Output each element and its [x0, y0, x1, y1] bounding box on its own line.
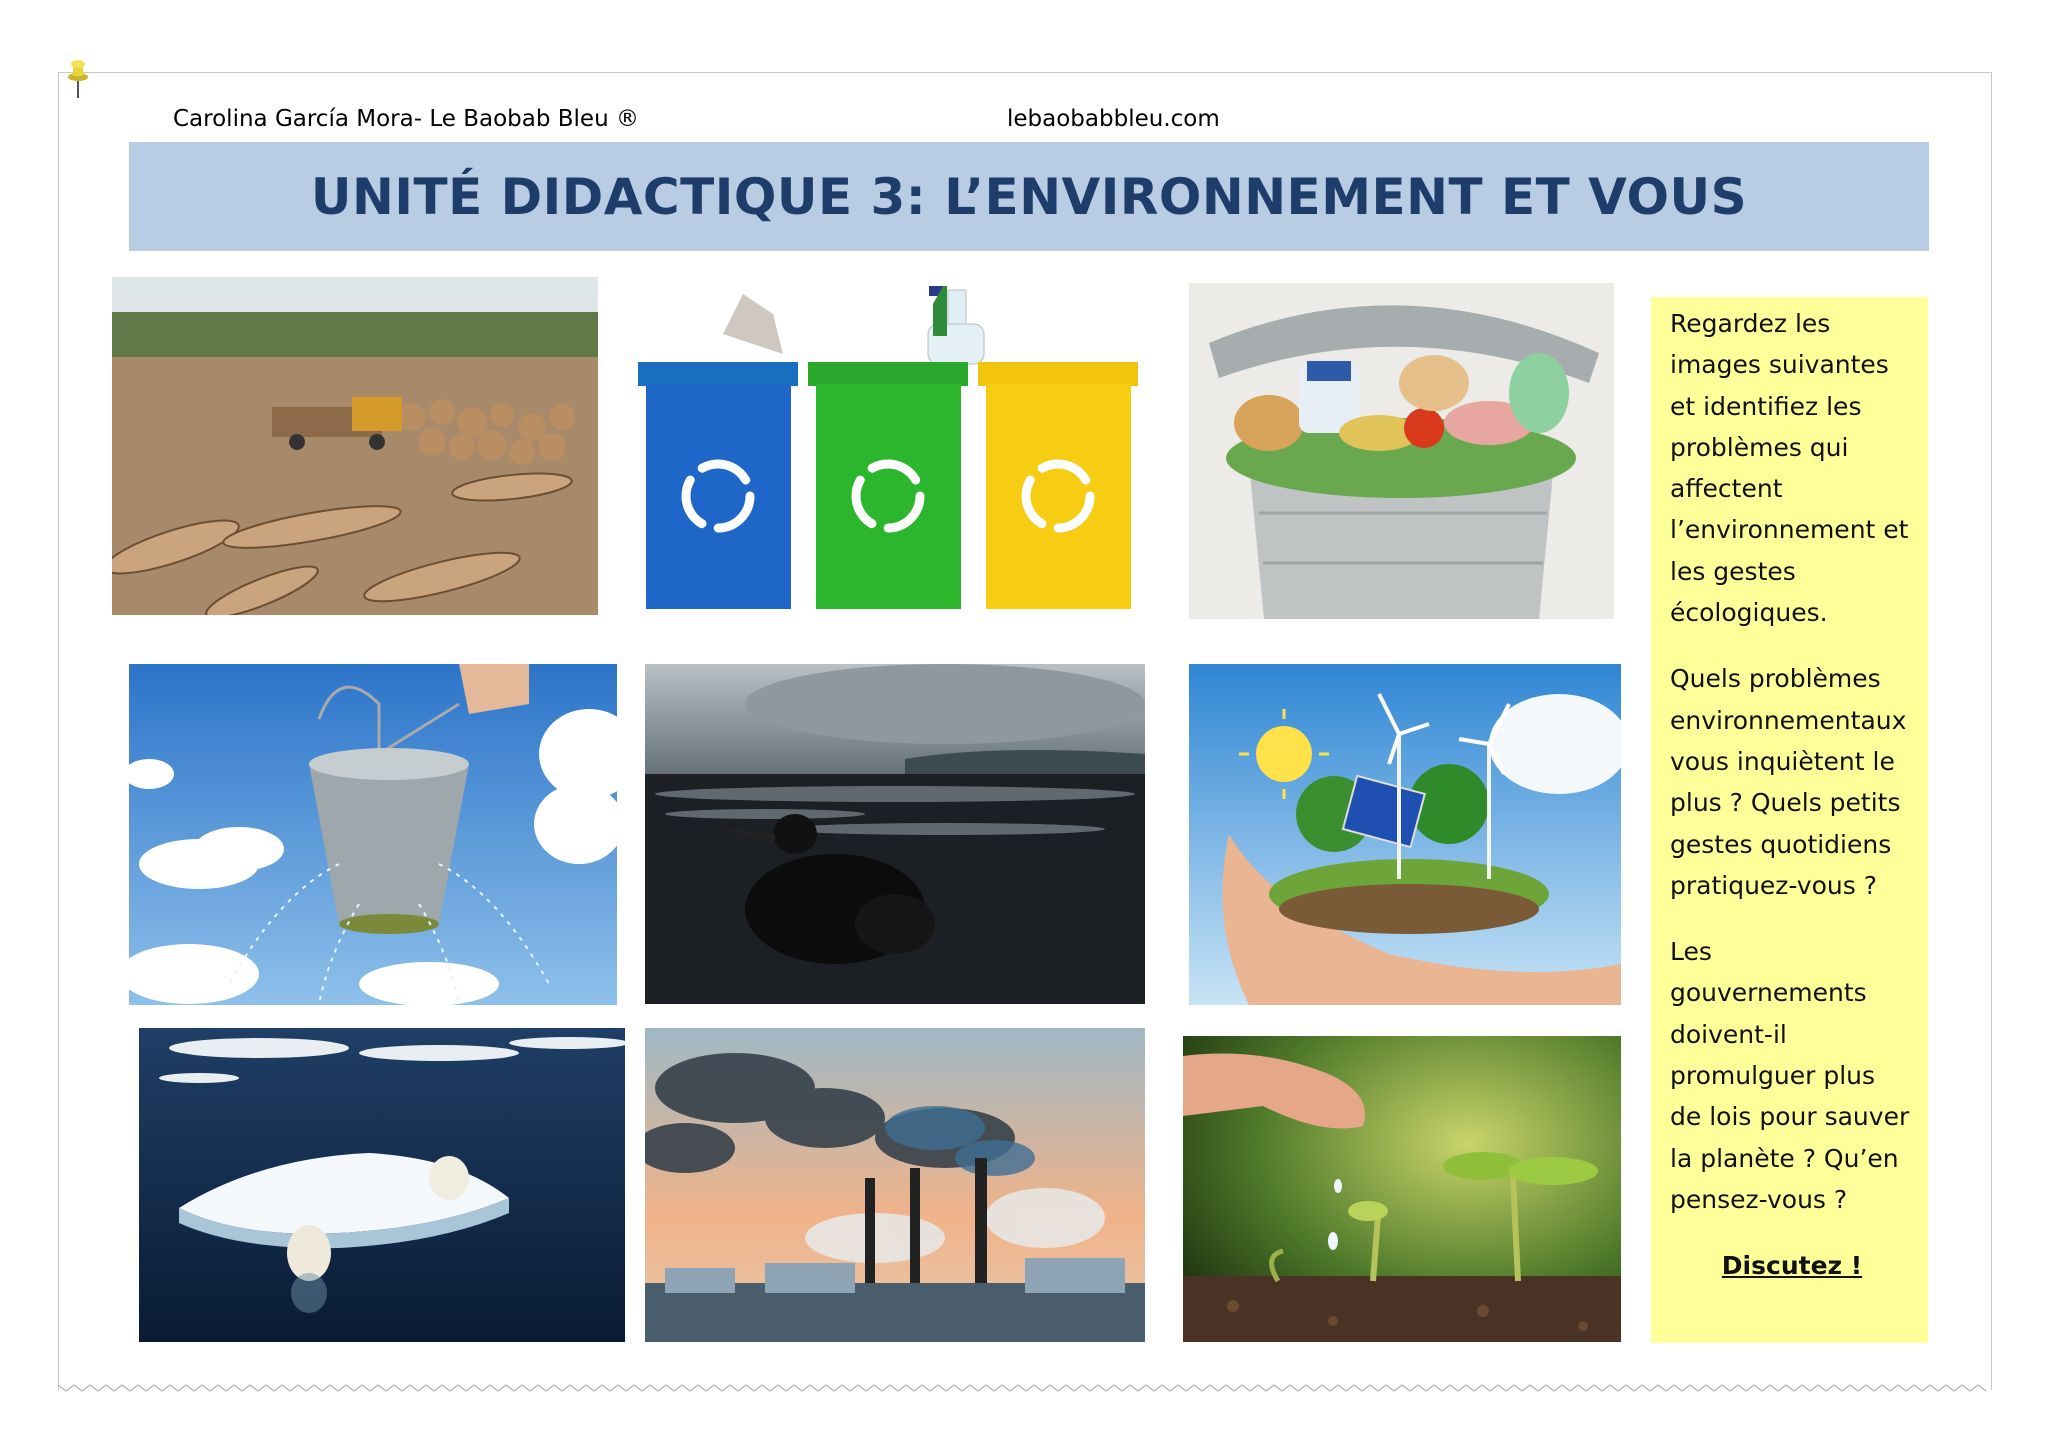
- photo-food-waste-bin: [1189, 283, 1614, 619]
- photo-deforestation-logs: [112, 277, 598, 615]
- title-band: [129, 142, 1929, 251]
- photo-polar-bears-melting-ice: [139, 1028, 625, 1342]
- page-title: UNITÉ DIDACTIQUE 3: L’ENVIRONNEMENT ET VOUS: [310, 167, 1748, 226]
- question-paragraph-2: Les gouvernements doivent-il promulguer plus de lois pour sauver la planète ? Qu’en pensez-vous ?: [1670, 937, 1910, 1214]
- pushpin-icon: [62, 56, 92, 100]
- author-credit: Carolina García Mora- Le Baobab Bleu ®: [173, 106, 639, 132]
- discuss-prompt: Discutez !: [1721, 1251, 1863, 1281]
- website-url: lebaobabbleu.com: [1007, 106, 1220, 132]
- photo-recycling-bins: [628, 284, 1138, 628]
- question-paragraph-1: Quels problèmes environnementaux vous inquiètent le plus ? Quels petits gestes quotidiens pratiquez-vous ?: [1670, 664, 1907, 900]
- photo-watering-seedlings: [1183, 1036, 1621, 1342]
- photo-leaking-water-bucket: [129, 664, 617, 1005]
- page-edge-zigzag: [58, 1382, 1992, 1394]
- photo-factory-pollution: [645, 1028, 1145, 1342]
- discussion-panel: [1651, 297, 1928, 1343]
- photo-renewable-energy-hand: [1189, 664, 1621, 1005]
- photo-oil-spill-bird: [645, 664, 1145, 1004]
- instruction-paragraph: Regardez les images suivantes et identifiez les problèmes qui affectent l’environnement et les gestes écologiques.: [1670, 309, 1909, 628]
